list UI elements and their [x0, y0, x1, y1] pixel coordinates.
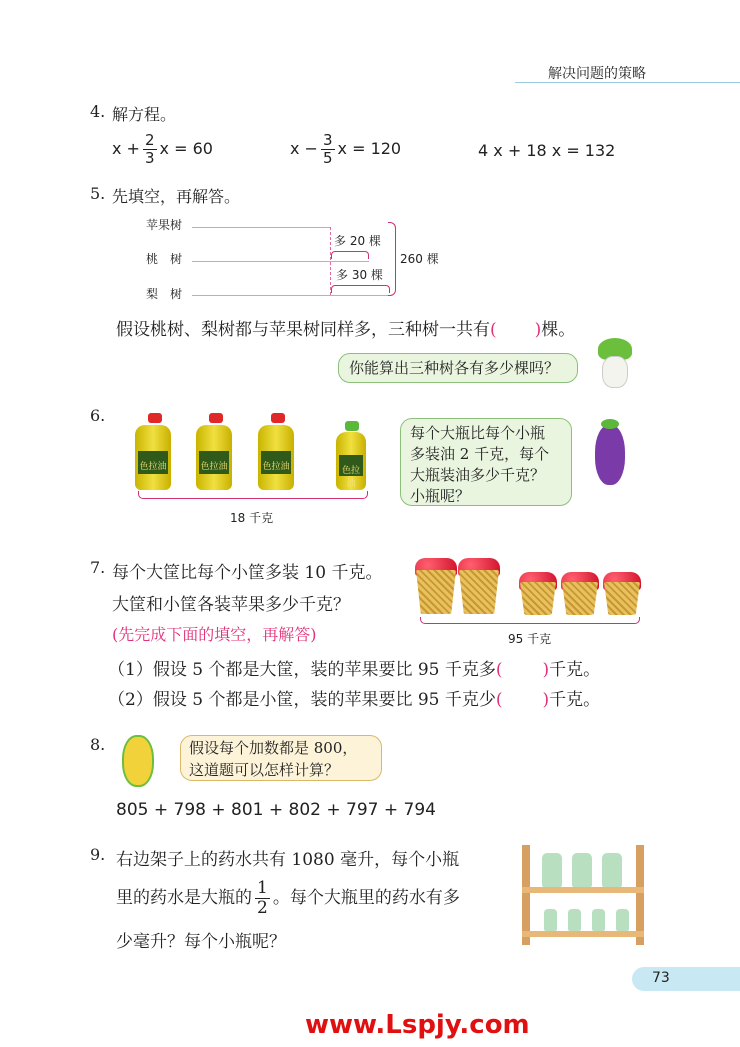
q6-number: 6.	[90, 406, 106, 425]
large-oil-bottle	[258, 425, 294, 490]
q8-speech-bubble	[180, 735, 382, 781]
blank-close: )	[542, 660, 550, 680]
bottle-label: 色拉油	[339, 455, 363, 476]
fraction	[143, 132, 157, 167]
large-basket-icon	[459, 570, 499, 614]
q5-speech-bubble: 你能算出三种树各有多少棵吗？	[338, 353, 578, 383]
more-30-label: 多 30 棵	[336, 268, 383, 282]
bottle-cap	[345, 421, 359, 431]
denominator: 3	[144, 149, 155, 167]
line-text: 里的药水是大瓶的	[116, 888, 252, 908]
sentence-text: 假设桃树、梨树都与苹果树同样多，三种树一共有	[116, 320, 490, 340]
unit-text: 千克。	[549, 690, 601, 710]
page-number: 73	[632, 967, 740, 991]
q7-sub-1	[108, 655, 600, 680]
bottle-cap	[209, 413, 223, 423]
small-basket-icon	[562, 582, 598, 615]
blank-close: )	[534, 320, 542, 340]
row-label-peach: 桃 树	[146, 252, 183, 266]
q7-hint: (先完成下面的填空，再解答)	[112, 625, 317, 644]
sentence-text: 棵。	[541, 320, 576, 340]
q4-prompt: 解方程。	[112, 105, 177, 124]
bubble-line: 大瓶装油多少千克？	[410, 466, 546, 484]
row-label-pear: 梨 树	[146, 287, 183, 301]
radish-character-icon	[590, 338, 638, 396]
blank-open: (	[495, 660, 503, 680]
eggplant-character-icon	[595, 425, 625, 485]
q9-line-3: 少毫升？每个小瓶呢？	[116, 932, 286, 952]
q9-number: 9.	[90, 845, 106, 864]
large-oil-bottle	[196, 425, 232, 490]
q7-sub-2	[108, 685, 600, 710]
brace-baskets	[420, 617, 640, 624]
bubble-line: 假设每个加数都是 800，	[189, 739, 358, 757]
bar-peach	[192, 261, 369, 262]
eq-text: x −	[290, 139, 318, 158]
q8-expression: 805 + 798 + 801 + 802 + 797 + 794	[116, 800, 436, 820]
medicine-shelf-icon	[522, 845, 644, 945]
q4-equation-2	[290, 132, 401, 167]
denominator: 5	[322, 149, 333, 167]
line-text: 。每个大瓶里的药水有多	[272, 888, 460, 908]
eq-text: x +	[112, 139, 140, 158]
bubble-line: 小瓶呢？	[410, 487, 471, 505]
q4-number: 4.	[90, 102, 106, 121]
fraction	[255, 879, 270, 918]
total-label: 260 棵	[400, 252, 439, 266]
large-basket-icon	[416, 570, 456, 614]
corn-character-icon	[122, 735, 154, 787]
bubble-line: 每个大瓶比每个小瓶	[410, 424, 546, 442]
small-oil-bottle	[336, 432, 366, 490]
q5-sentence	[116, 315, 575, 340]
q9-line-2	[116, 878, 460, 918]
blank-open: (	[495, 690, 503, 710]
brace-20	[331, 251, 369, 259]
bar-pear	[192, 295, 390, 296]
eq-text: x = 60	[159, 139, 213, 158]
brace-total	[388, 222, 396, 296]
bottle-cap	[148, 413, 162, 423]
eq-text: x = 120	[337, 139, 402, 158]
q5-prompt: 先填空，再解答。	[112, 187, 241, 206]
header-rule	[515, 82, 740, 83]
large-oil-bottle	[135, 425, 171, 490]
baskets-total: 95 千克	[508, 632, 552, 646]
numerator: 2	[144, 131, 155, 149]
blank-open: (	[490, 320, 497, 340]
q7-line-2: 大筐和小筐各装苹果多少千克？	[112, 595, 350, 615]
small-basket-icon	[520, 582, 556, 615]
q6-speech-bubble	[400, 418, 572, 506]
brace-bottles	[138, 491, 368, 499]
bottle-label: 色拉油	[199, 451, 229, 474]
q7-line-1: 每个大筐比每个小筐多装 10 千克。	[112, 563, 383, 583]
more-20-label: 多 20 棵	[334, 234, 381, 248]
bottle-label: 色拉油	[138, 451, 168, 474]
unit-text: 千克。	[549, 660, 601, 680]
numerator: 3	[322, 131, 333, 149]
sub-text: （2）假设 5 个都是小筐，装的苹果要比 95 千克少	[108, 690, 496, 710]
bottle-label: 色拉油	[261, 451, 291, 474]
row-label-apple: 苹果树	[146, 218, 183, 232]
numerator: 1	[257, 878, 268, 898]
bar-apple	[192, 227, 330, 228]
q5-number: 5.	[90, 184, 106, 203]
denominator: 2	[257, 898, 268, 918]
fraction	[321, 132, 335, 167]
sub-text: （1）假设 5 个都是大筐，装的苹果要比 95 千克多	[108, 660, 496, 680]
brace-30	[331, 285, 390, 293]
q7-number: 7.	[90, 558, 106, 577]
watermark: www.Lspjy.com	[305, 1010, 530, 1040]
q4-equation-1	[112, 132, 213, 167]
small-basket-icon	[604, 582, 640, 615]
header-title: 解决问题的策略	[548, 66, 646, 82]
dashed-guide	[330, 227, 331, 295]
q9-line-1: 右边架子上的药水共有 1080 毫升，每个小瓶	[116, 850, 460, 870]
bottles-total: 18 千克	[230, 511, 274, 525]
bubble-line: 这道题可以怎样计算？	[189, 760, 340, 779]
blank-close: )	[542, 690, 550, 710]
q4-equation-3: 4 x + 18 x = 132	[478, 141, 616, 160]
bubble-line: 多装油 2 千克，每个	[410, 445, 550, 463]
bottle-cap	[271, 413, 285, 423]
q8-number: 8.	[90, 735, 106, 754]
